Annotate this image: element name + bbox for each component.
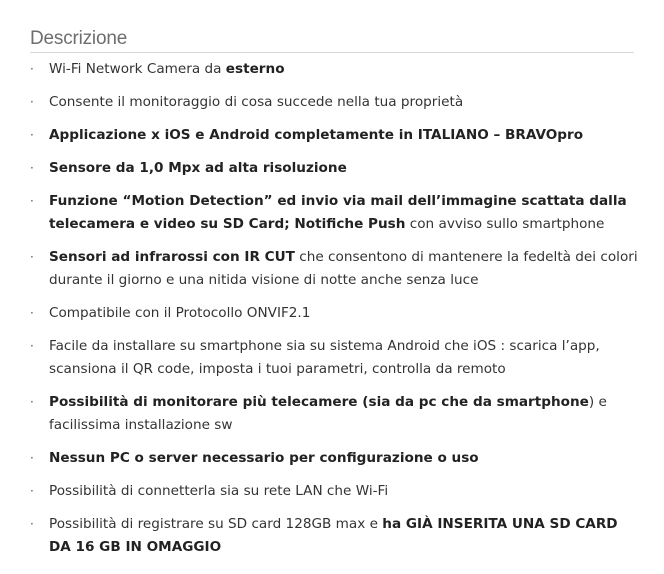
list-item [30,447,640,470]
list-item-bold-text: Nessun PC o server necessario per configurazione o uso [49,450,479,466]
list-item [30,124,640,147]
section-heading: Descrizione [30,28,634,53]
list-item-bold-text: Possibilità di monitorare più telecamere (sia da pc che da smartphone [49,394,589,410]
list-item-text: Possibilità di registrare su SD card 128GB max e [49,516,383,532]
bullet-icon: · [30,339,34,353]
list-item [30,302,640,325]
list-item-bold-text: Funzione “Motion Detection” ed invio via mail dell’immagine scattata dalla telecamera e video su SD Card; Notifiche Push [49,193,627,232]
bullet-icon: · [30,395,34,409]
bullet-icon: · [30,306,34,320]
bullet-icon: · [30,484,34,498]
bullet-icon: · [30,194,34,208]
list-item-text: che consentono di mantenere la fedeltà dei colori durante il giorno e una nitida visione di notte anche senza luce [49,249,638,288]
list-item-text: con avviso sullo smartphone [405,216,605,232]
list-item [30,335,640,381]
list-item [30,190,640,236]
bullet-icon: · [30,128,34,142]
bullet-icon: · [30,250,34,264]
list-item-text: Wi-Fi Network Camera da [49,61,226,77]
list-item [30,58,640,81]
list-item [30,391,640,437]
list-item-bold-text: Sensore da 1,0 Mpx ad alta risoluzione [49,160,347,176]
list-item-bold-text: Sensori ad infrarossi con IR CUT [49,249,295,265]
list-item [30,157,640,180]
list-item [30,91,640,114]
feature-list [30,58,640,569]
list-item-bold-text: ha GIÀ INSERITA UNA SD CARD DA 16 GB IN OMAGGIO [49,516,618,555]
list-item-text: Possibilità di connetterla sia su rete LAN che Wi-Fi [49,483,389,499]
list-item [30,246,640,292]
list-item-text: ) e facilissima installazione sw [49,394,607,433]
list-item [30,513,640,559]
bullet-icon: · [30,161,34,175]
bullet-icon: · [30,517,34,531]
bullet-icon: · [30,451,34,465]
bullet-icon: · [30,95,34,109]
list-item-text: Consente il monitoraggio di cosa succede nella tua proprietà [49,94,464,110]
list-item-text: Compatibile con il Protocollo ONVIF2.1 [49,305,311,321]
list-item [30,480,640,503]
bullet-icon: · [30,62,34,76]
list-item-text: Facile da installare su smartphone sia su sistema Android che iOS : scarica l’app, scansiona il QR code, imposta i tuoi parametri, controlla da remoto [49,338,600,377]
list-item-bold-text: Applicazione x iOS e Android completamente in ITALIANO – BRAVOpro [49,127,584,143]
list-item-bold-text: esterno [225,61,285,77]
